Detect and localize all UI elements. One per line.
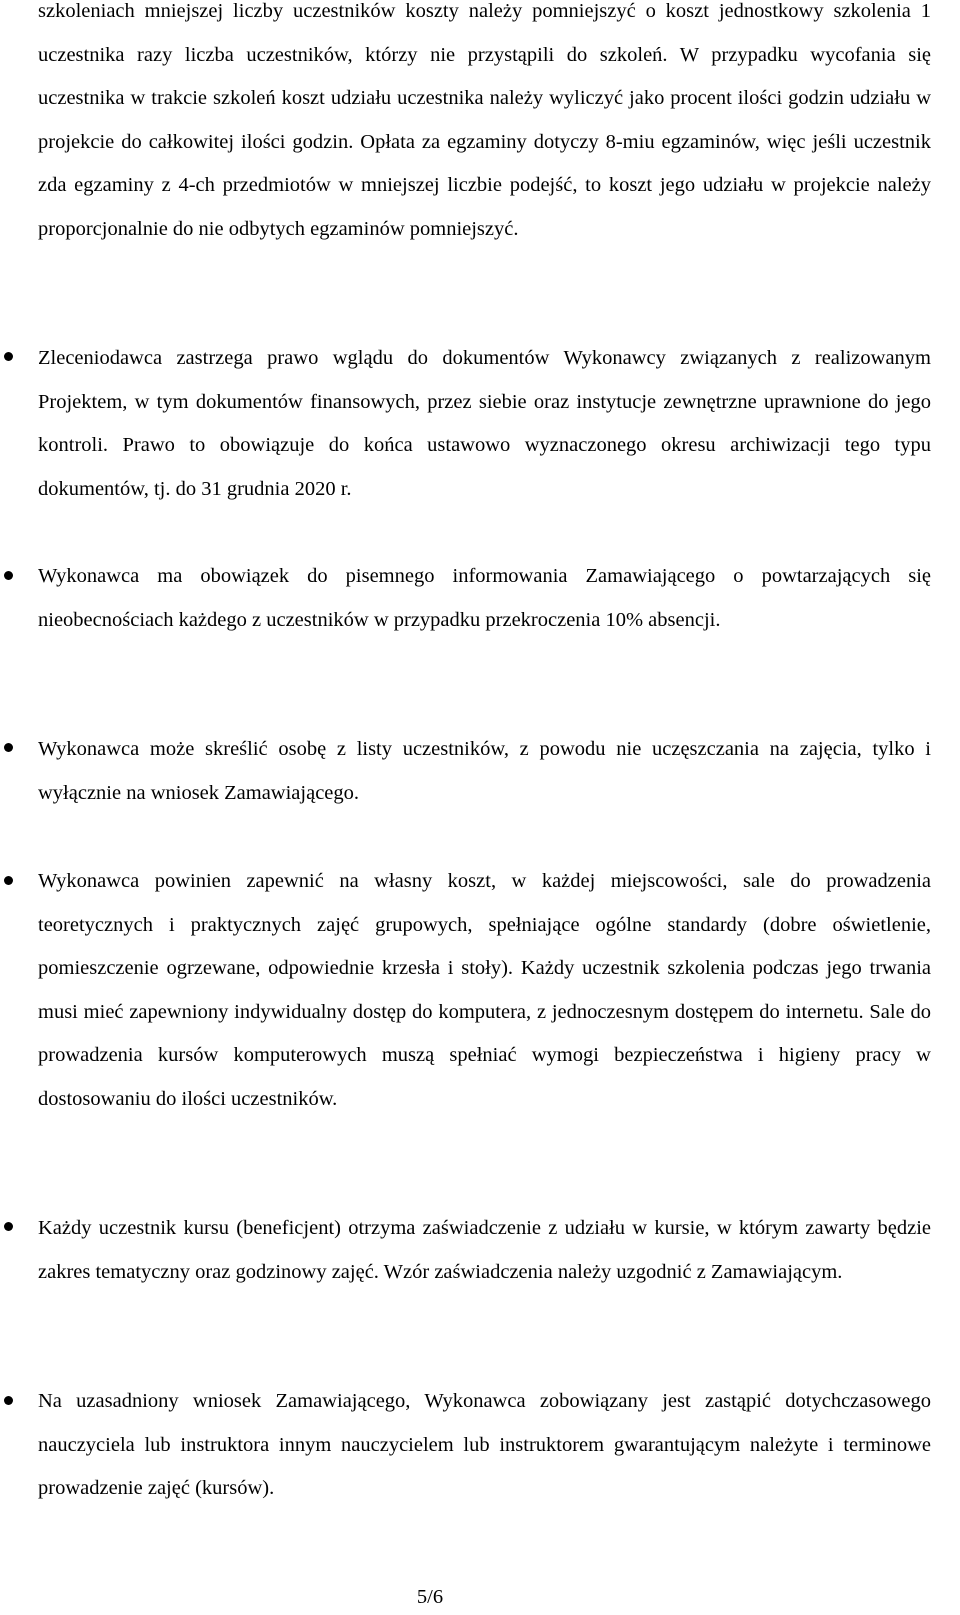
continued-paragraph: szkoleniach mniejszej liczby uczestników koszty należy pomniejszyć o koszt jednostkowy szkolenia 1 uczestnika razy liczba uczestników, którzy nie przystąpili do szkoleń. W przypadku wycofania się uczestnika w trakcie szkoleń koszt udziału uczestnika należy wyliczyć jako procent ilości godzin udziału w projekcie do całkowitej ilości godzin. Opłata za egzaminy dotyczy 8-miu egzaminów, więc jeśli uczestnik zda egzaminy z 4-ch przedmiotów w mniejszej liczbie podejść, to koszt jego udziału w projekcie należy proporcjonalnie do nie odbytych egzaminów pomniejszyć.	[38, 0, 931, 240]
bullet-paragraph-absence-notice: Wykonawca ma obowiązek do pisemnego informowania Zamawiającego o powtarzających się nieobecnościach każdego z uczestników w przypadku przekroczenia 10% absencji.	[38, 565, 931, 631]
bullet-paragraph-participant-removal: Wykonawca może skreślić osobę z listy uczestników, z powodu nie uczęszczania na zajęcia, tylko i wyłącznie na wniosek Zamawiającego.	[38, 738, 931, 804]
bullet-paragraph-teacher-replacement: Na uzasadniony wniosek Zamawiającego, Wykonawca zobowiązany jest zastąpić dotychczasowego nauczyciela lub instruktora innym nauczycielem lub instruktorem gwarantującym należyte i terminowe prowadzenie zajęć (kursów).	[38, 1390, 931, 1500]
bullet-paragraph-document-access: Zleceniodawca zastrzega prawo wglądu do dokumentów Wykonawcy związanych z realizowanym Projektem, w tym dokumentów finansowych, przez siebie oraz instytucje zewnętrzne uprawnione do jego kontroli. Prawo to obowiązuje do końca ustawowo wyznaczonego okresu archiwizacji tego typu dokumentów, tj. do 31 grudnia 2020 r.	[38, 347, 931, 500]
bullet-point-marker	[4, 743, 13, 752]
bullet-point-marker	[4, 352, 13, 361]
bullet-paragraph-certificate: Każdy uczestnik kursu (beneficjent) otrzyma zaświadczenie z udziału w kursie, w którym zawarty będzie zakres tematyczny oraz godzinowy zajęć. Wzór zaświadczenia należy uzgodnić z Zamawiającym.	[38, 1217, 931, 1283]
bullet-paragraph-training-rooms: Wykonawca powinien zapewnić na własny koszt, w każdej miejscowości, sale do prowadzenia teoretycznych i praktycznych zajęć grupowych, spełniające ogólne standardy (dobre oświetlenie, pomieszczenie ogrzewane, odpowiednie krzesła i stoły). Każdy uczestnik szkolenia podczas jego trwania musi mieć zapewniony indywidualny dostęp do komputera, z jednoczesnym dostępem do internetu. Sale do prowadzenia kursów komputerowych muszą spełniać wymogi bezpieczeństwa i higieny pracy w dostosowaniu do ilości uczestników.	[38, 870, 931, 1110]
bullet-point-marker	[4, 1396, 13, 1405]
bullet-point-marker	[4, 876, 13, 885]
bullet-point-marker	[4, 571, 13, 580]
bullet-point-marker	[4, 1222, 13, 1231]
page-number: 5/6	[416, 1586, 444, 1608]
